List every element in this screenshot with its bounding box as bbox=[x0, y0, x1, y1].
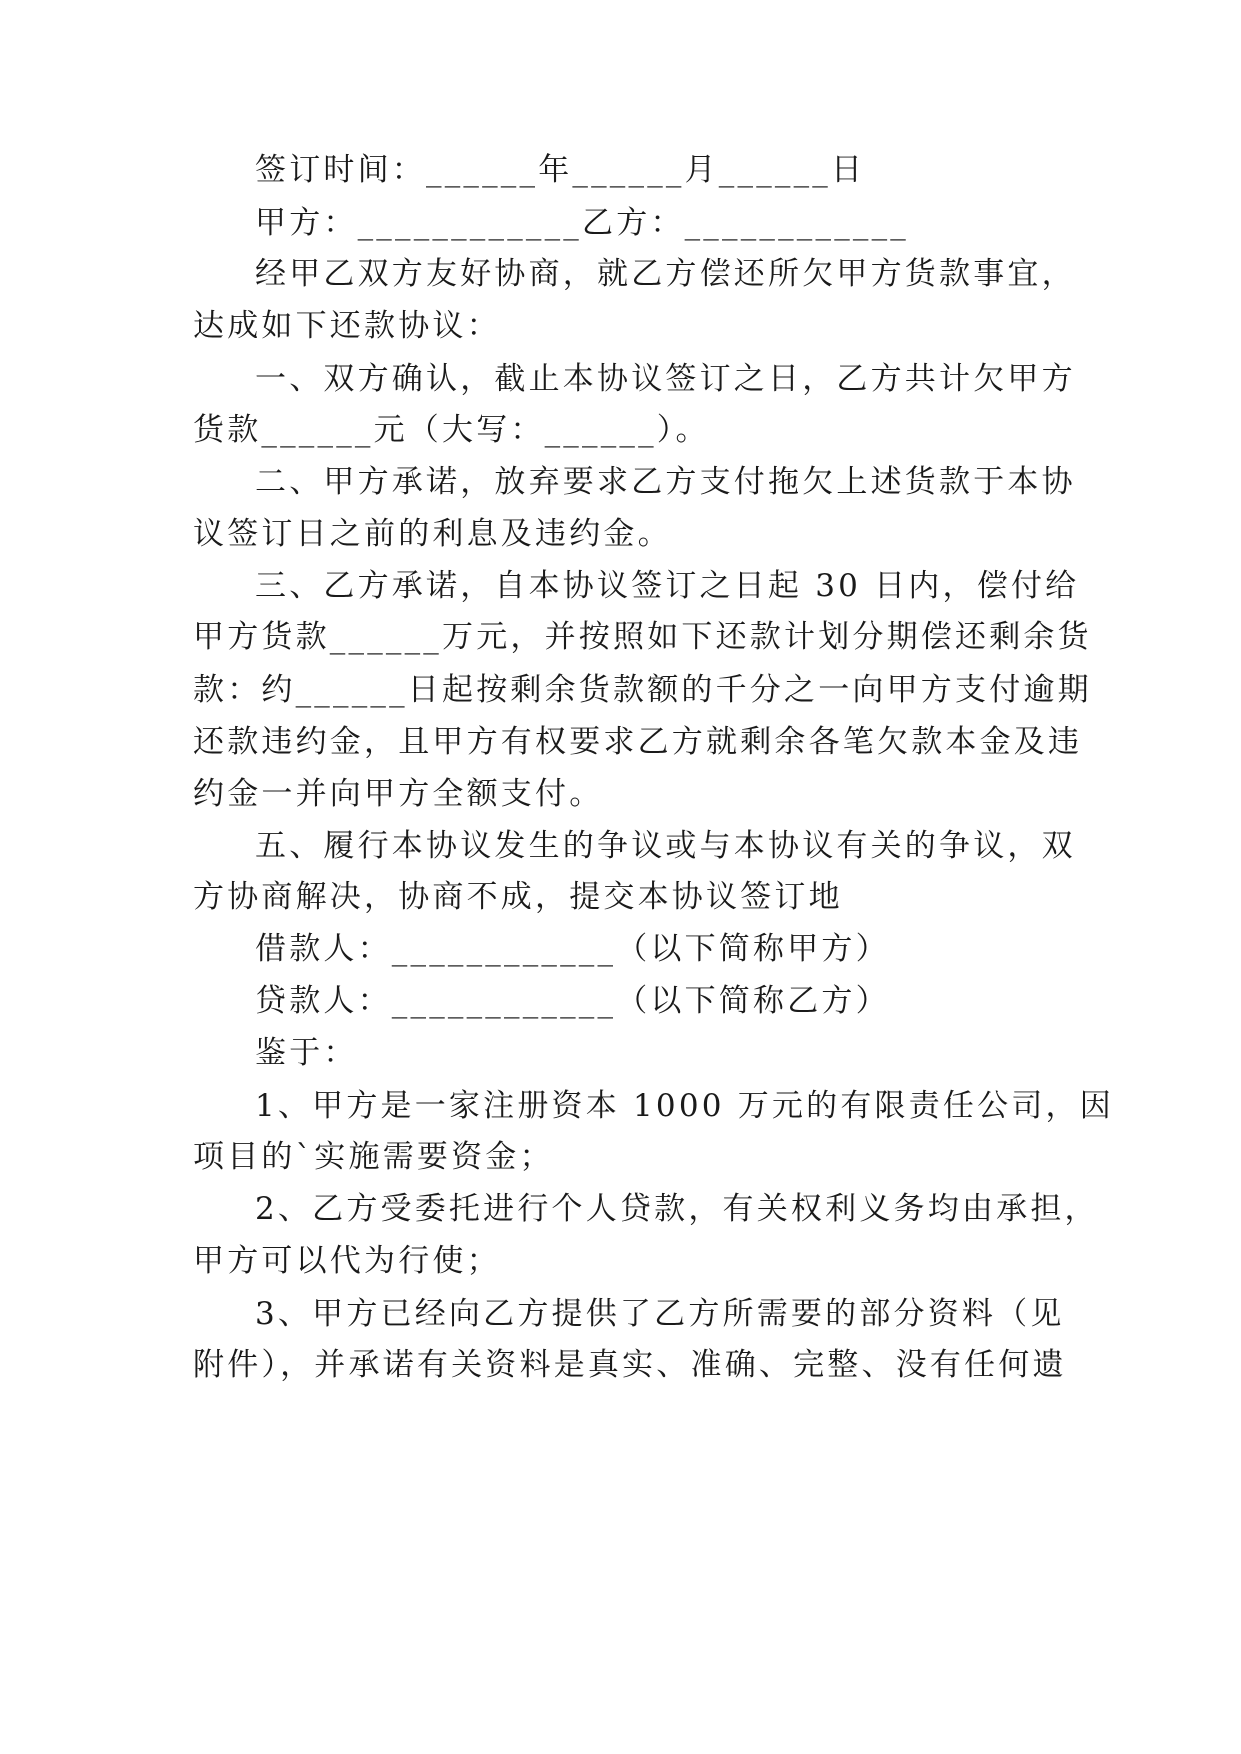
preamble-line-1: 经甲乙双方友好协商，就乙方偿还所欠甲方货款事宜， bbox=[255, 256, 1076, 292]
clause-3-line-5: 约金一并向甲方全额支付。 bbox=[193, 776, 604, 812]
clause-2-line-1: 二、甲方承诺，放弃要求乙方支付拖欠上述货款于本协 bbox=[255, 464, 1076, 500]
clause-5-line-1: 五、履行本协议发生的争议或与本协议有关的争议，双 bbox=[255, 828, 1076, 864]
lender-line: 贷款人：____________（以下简称乙方） bbox=[255, 983, 890, 1019]
item-3-line-2: 附件），并承诺有关资料是真实、准确、完整、没有任何遗 bbox=[193, 1347, 1067, 1383]
whereas-heading: 鉴于： bbox=[255, 1035, 358, 1071]
clause-3-line-1: 三、乙方承诺，自本协议签订之日起 30 日内，偿付给 bbox=[255, 568, 1080, 604]
clause-3-line-3: 款：约______日起按剩余货款额的千分之一向甲方支付逾期 bbox=[193, 672, 1092, 708]
parties-line: 甲方：____________乙方：____________ bbox=[255, 205, 909, 241]
borrower-line: 借款人：____________（以下简称甲方） bbox=[255, 931, 890, 967]
clause-3-line-4: 还款违约金，且甲方有权要求乙方就剩余各笔欠款本金及违 bbox=[193, 724, 1083, 760]
item-2-line-2: 甲方可以代为行使； bbox=[193, 1243, 501, 1279]
item-1-line-1: 1、甲方是一家注册资本 1000 万元的有限责任公司，因 bbox=[255, 1088, 1114, 1124]
signing-date-line: 签订时间：______年______月______日 bbox=[255, 152, 866, 188]
item-3-line-1: 3、甲方已经向乙方提供了乙方所需要的部分资料（见 bbox=[255, 1296, 1065, 1332]
clause-5-line-2: 方协商解决，协商不成，提交本协议签订地 bbox=[193, 879, 843, 915]
preamble-line-2: 达成如下还款协议： bbox=[193, 308, 501, 344]
clause-1-line-1: 一、双方确认，截止本协议签订之日，乙方共计欠甲方 bbox=[255, 361, 1076, 397]
item-2-line-1: 2、乙方受委托进行个人贷款，有关权利义务均由承担， bbox=[255, 1191, 1099, 1227]
clause-1-line-2: 货款______元（大写：______）。 bbox=[193, 412, 710, 448]
item-1-line-2: 项目的`实施需要资金； bbox=[193, 1139, 554, 1175]
clause-2-line-2: 议签订日之前的利息及违约金。 bbox=[193, 516, 672, 552]
clause-3-line-2: 甲方货款______万元，并按照如下还款计划分期偿还剩余货 bbox=[193, 619, 1092, 655]
